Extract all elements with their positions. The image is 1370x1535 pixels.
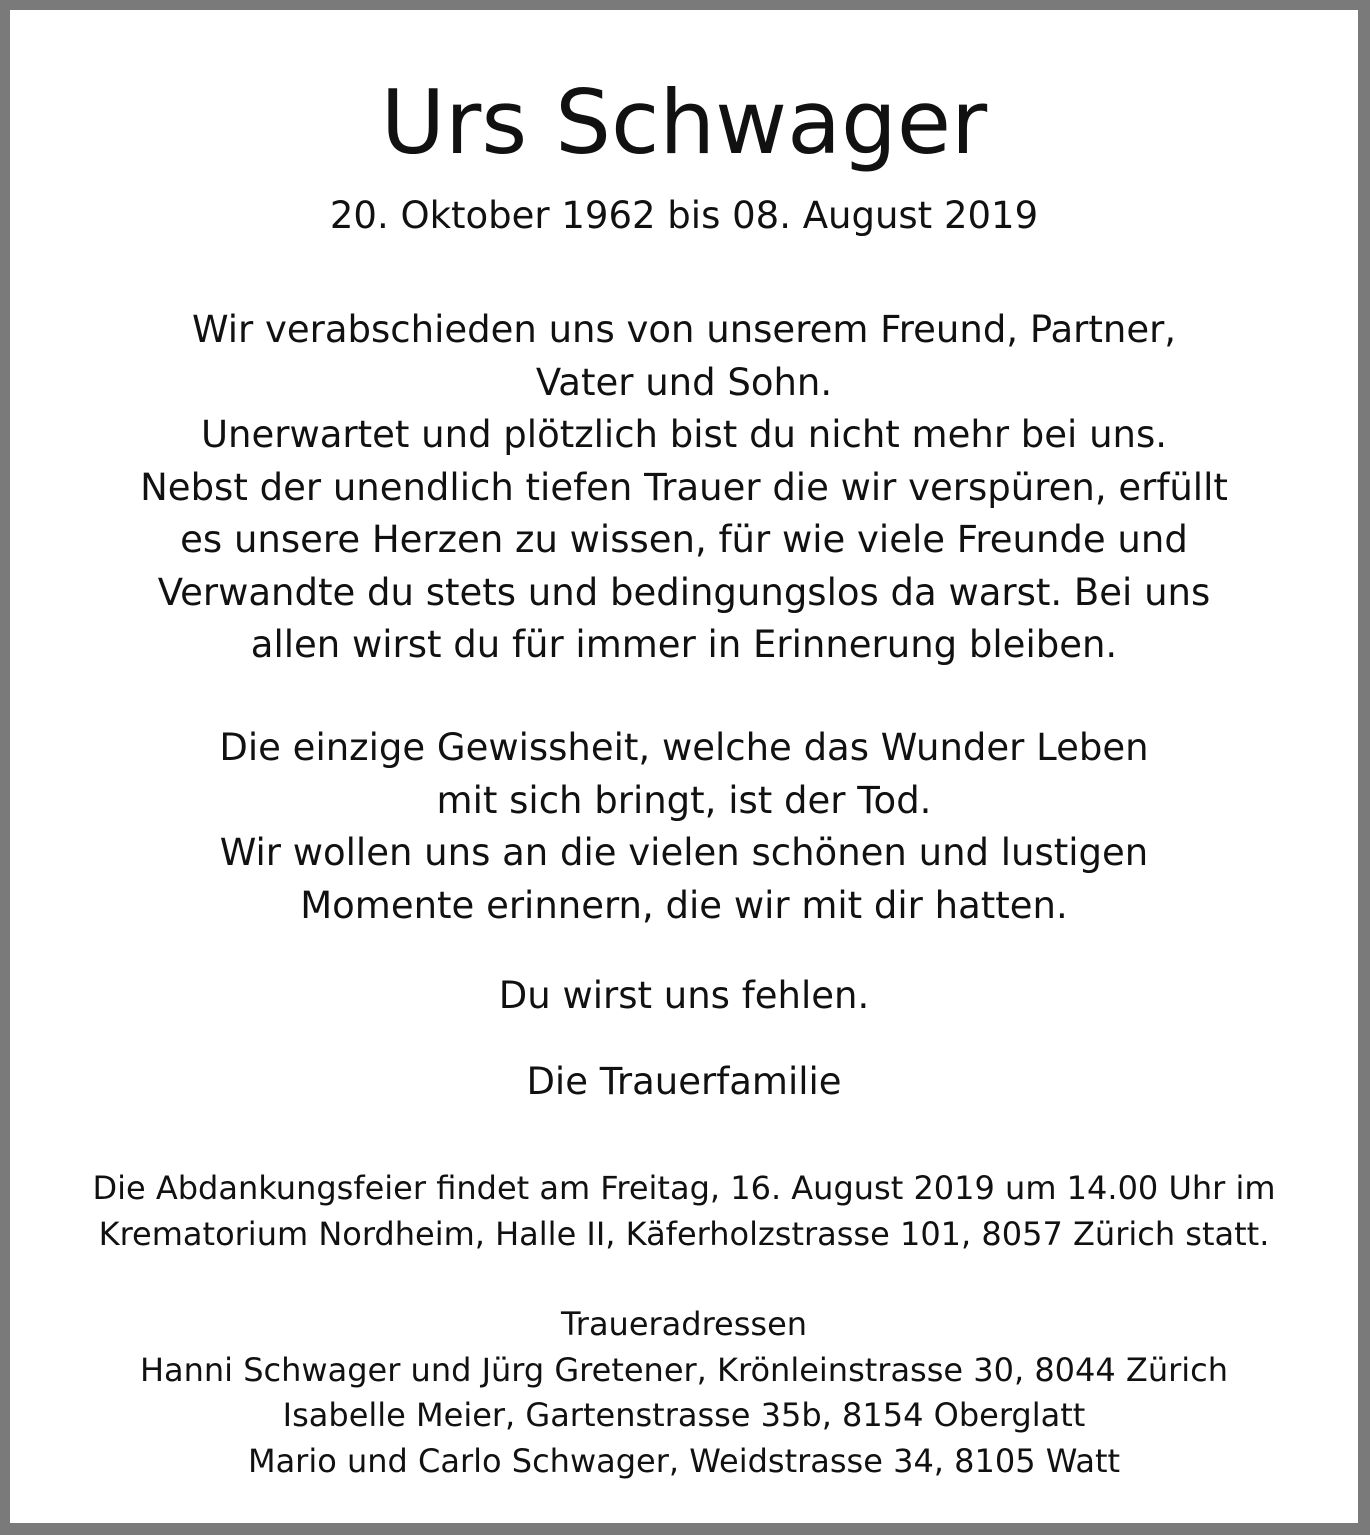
reflection-line: mit sich bringt, ist der Tod.	[436, 778, 932, 822]
farewell-line: es unsere Herzen zu wissen, für wie viele Freunde und	[180, 518, 1188, 561]
obituary-notice	[10, 10, 1358, 1523]
farewell-line: Vater und Sohn.	[535, 360, 833, 404]
service-line: Die Abdankungsfeier findet am Freitag, 16. August 2019 um 14.00 Uhr im	[92, 1169, 1276, 1207]
farewell-line: Wir verabschieden uns von unserem Freund, Partner,	[191, 308, 1177, 351]
reflection-line: Momente erinnern, die wir mit dir hatten.	[300, 883, 1068, 927]
service-announcement	[10, 1166, 1358, 1257]
signature: Die Trauerfamilie	[526, 1060, 842, 1103]
reflection-paragraph	[10, 722, 1358, 932]
reflection-line: Die einzige Gewissheit, welche das Wunder Leben	[219, 726, 1149, 769]
service-line: Krematorium Nordheim, Halle II, Käferholzstrasse 101, 8057 Zürich statt.	[98, 1214, 1270, 1253]
address-line: Mario und Carlo Schwager, Weidstrasse 34, 8105 Watt	[247, 1441, 1121, 1480]
farewell-line: Verwandte du stets und bedingungslos da warst. Bei uns	[157, 570, 1211, 614]
farewell-paragraph	[10, 304, 1358, 672]
farewell-line: Unerwartet und plötzlich bist du nicht mehr bei uns.	[200, 413, 1168, 456]
closing-line: Du wirst uns fehlen.	[498, 974, 870, 1017]
farewell-line: Nebst der unendlich tiefen Trauer die wir verspüren, erfüllt	[140, 465, 1228, 509]
life-dates: 20. Oktober 1962 bis 08. August 2019	[329, 194, 1039, 237]
deceased-name: Urs Schwager	[380, 71, 988, 174]
condolence-addresses	[10, 1302, 1358, 1484]
address-line: Isabelle Meier, Gartenstrasse 35b, 8154 Oberglatt	[282, 1396, 1086, 1434]
reflection-line: Wir wollen uns an die vielen schönen und lustigen	[219, 831, 1149, 874]
address-line: Hanni Schwager und Jürg Gretener, Krönleinstrasse 30, 8044 Zürich	[139, 1350, 1229, 1389]
addresses-heading: Traueradressen	[560, 1305, 808, 1343]
farewell-line: allen wirst du für immer in Erinnerung bleiben.	[250, 623, 1118, 666]
